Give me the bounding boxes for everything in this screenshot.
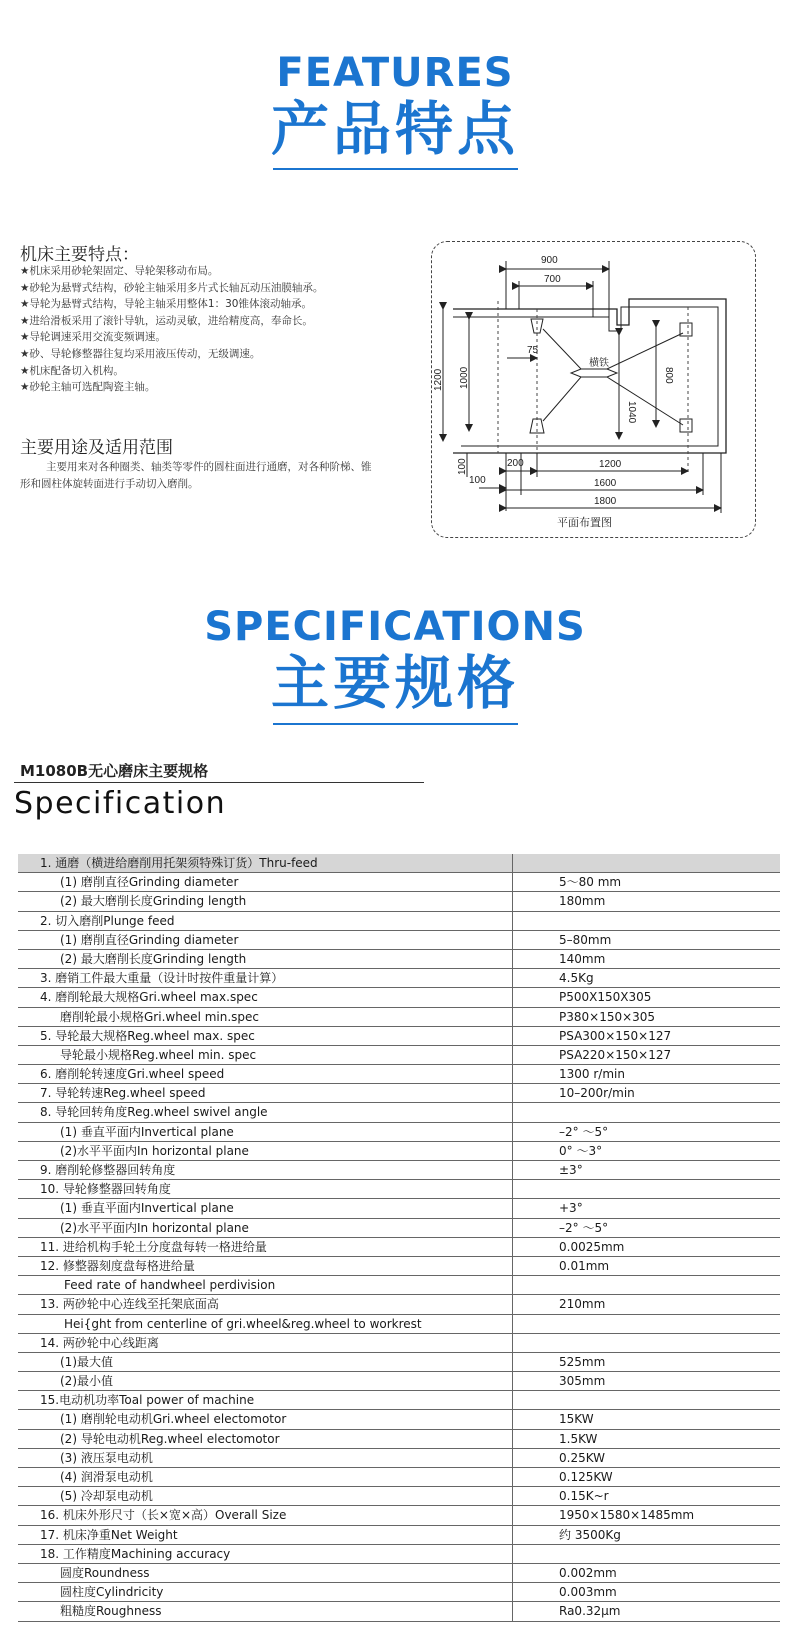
dim-1800: 1800 [594,496,617,507]
spec-label: 5. 导轮最大规格Reg.wheel max. spec [18,1027,513,1045]
spec-value: 0.003mm [559,1585,617,1600]
table-row [18,1391,780,1410]
table-row [18,1353,780,1372]
table-row [18,1065,780,1084]
feature-item: ★导轮调速采用交流变频调速。 [20,331,166,344]
spec-value: P380×150×305 [559,1009,656,1024]
spec-label: 7. 导轮转速Reg.wheel speed [18,1084,513,1102]
spec-label: 10. 导轮修整器回转角度 [18,1180,513,1198]
spec-value: 0° ～3° [559,1143,603,1158]
spec-value: 0.0025mm [559,1239,625,1254]
spec-value: PSA300×150×127 [559,1028,672,1043]
specs-heading-cn: 主要规格 [270,649,519,717]
spec-value: 4.5Kg [559,971,594,986]
spec-label: 6. 磨削轮转速度Gri.wheel speed [18,1065,513,1083]
feature-item: ★砂轮主轴可选配陶瓷主轴。 [20,381,156,394]
dim-1040: 1040 [626,401,637,424]
spec-value: Ra0.32μm [559,1604,621,1619]
table-row [18,969,780,988]
dim-200: 200 [507,458,524,469]
spec-label: (2) 最大磨削长度Grinding length [18,950,513,968]
specs-underline [273,723,518,725]
model-title: M1080B无心磨床主要规格 [20,762,209,780]
table-row [18,1161,780,1180]
dim-100-vertical: 100 [457,458,468,475]
spec-value: 1.5KW [559,1431,598,1446]
features-heading-cn: 产品特点 [270,95,519,163]
table-row [18,1219,780,1238]
spec-label: 磨削轮最小规格Gri.wheel min.spec [18,1008,513,1026]
spec-value: 140mm [559,951,606,966]
spec-label: 15.电动机功率Toal power of machine [18,1391,513,1409]
table-row [18,1487,780,1506]
spec-label: 12. 修整器刻度盘每格进给量 [18,1257,513,1275]
spec-value: 1300 r/min [559,1067,625,1082]
dim-1200-vertical: 1200 [433,368,444,391]
dim-75: 75 [527,345,539,356]
table-row [18,1027,780,1046]
spec-label: 16. 机床外形尺寸（长×宽×高）Overall Size [18,1506,513,1524]
specs-heading-en: SPECIFICATIONS [204,604,586,650]
spec-label: 3. 磨销工件最大重量（设计时按件重量计算） [18,969,513,987]
table-row [18,1602,780,1621]
feature-item: ★机床配备切入机构。 [20,364,124,377]
spec-value [513,1334,780,1352]
spec-value: 1950×1580×1485mm [559,1508,695,1523]
spec-label: (1) 磨削轮电动机Gri.wheel electomotor [18,1410,513,1428]
spec-label: 13. 两砂轮中心连线至托架底面高 [18,1295,513,1313]
table-row [18,931,780,950]
spec-label: (3) 液压泵电动机 [18,1449,513,1467]
spec-value: 0.125KW [559,1470,613,1484]
table-row [18,950,780,969]
spec-label: (1) 磨削直径Grinding diameter [18,931,513,949]
table-row [18,1257,780,1276]
features-heading-en: FEATURES [276,50,514,96]
dim-700: 700 [544,274,561,285]
feature-item: ★导轮为悬臂式结构，导轮主轴采用整体1：30锥体滚动轴承。 [20,298,312,311]
usage-text: 主要用来对各种圈类、轴类等零件的圆柱面进行通磨，对各种阶梯、锥形和圆柱体旋转面进行手动切入磨削。 [20,461,372,490]
spec-label: 8. 导轮回转角度Reg.wheel swivel angle [18,1103,513,1121]
model-title-rule [14,782,424,783]
machine-features-title: 机床主要特点： [20,245,139,265]
spec-value: 525mm [559,1354,606,1369]
features-underline [273,168,518,170]
table-row [18,1410,780,1429]
machine-features-list [20,263,400,396]
label-cross-beam: 横铁 [589,358,609,369]
table-row [18,1276,780,1295]
spec-value: 0.002mm [559,1565,617,1580]
table-row [18,1564,780,1583]
specification-heading: Specification [14,786,227,821]
spec-label: 导轮最小规格Reg.wheel min. spec [18,1046,513,1064]
spec-label: 17. 机床净重Net Weight [18,1526,513,1544]
dim-900: 900 [541,255,558,266]
table-row [18,892,780,911]
table-row [18,1430,780,1449]
feature-item: ★砂、导轮修整器往复均采用液压传动，无级调速。 [20,347,261,360]
specs-header [0,604,790,716]
spec-label: 4. 磨削轮最大规格Gri.wheel max.spec [18,988,513,1006]
spec-label: (2) 导轮电动机Reg.wheel electomotor [18,1430,513,1448]
spec-value: 约 3500Kg [559,1527,621,1542]
spec-label: (2)最小值 [18,1372,513,1390]
spec-label: (2) 最大磨削长度Grinding length [18,892,513,910]
spec-value: 10–200r/min [559,1086,635,1101]
spec-label: Hei{ght from centerline of gri.wheel&reg.wheel to workrest [18,1315,513,1333]
spec-value [513,854,780,872]
table-row [18,873,780,892]
table-row [18,1506,780,1525]
table-row [18,1295,780,1314]
spec-label: 2. 切入磨削Plunge feed [18,912,513,930]
spec-value: ±3° [559,1163,583,1177]
spec-label: (1) 磨削直径Grinding diameter [18,873,513,891]
spec-value [513,912,780,930]
spec-label: 圆柱度Cylindricity [18,1583,513,1601]
spec-label: 9. 磨削轮修整器回转角度 [18,1161,513,1179]
spec-value: 305mm [559,1374,606,1389]
table-row [18,1142,780,1161]
table-row [18,1468,780,1487]
table-row [18,1084,780,1103]
features-header [0,50,790,162]
table-row [18,1238,780,1257]
spec-value: 0.01mm [559,1258,610,1273]
table-row [18,912,780,931]
feature-item: ★砂轮为悬臂式结构，砂轮主轴采用多片式长轴瓦动压油膜轴承。 [20,281,324,294]
spec-label: (4) 润滑泵电动机 [18,1468,513,1486]
spec-label: 圆度Roundness [18,1564,513,1582]
dim-1200-horizontal: 1200 [599,459,622,470]
spec-value: 15KW [559,1412,594,1427]
spec-label: (2)水平平面内In horizontal plane [18,1142,513,1160]
table-row [18,988,780,1007]
spec-value [513,1103,780,1121]
dim-800: 800 [663,367,674,384]
spec-label: 粗糙度Roughness [18,1602,513,1620]
spec-value: 180mm [559,894,606,909]
table-row [18,1046,780,1065]
spec-value: –2° ～5° [559,1124,609,1139]
layout-diagram [431,241,761,541]
spec-value: 5–80mm [559,932,612,947]
table-row [18,1372,780,1391]
table-row [18,854,780,873]
spec-value [513,1545,780,1563]
table-row [18,1449,780,1468]
spec-value: 210mm [559,1297,606,1312]
machine-outline [453,299,726,453]
spec-value: P500X150X305 [559,990,652,1005]
spec-value [513,1391,780,1409]
spec-table [18,854,780,1622]
table-row [18,1315,780,1334]
spec-value [513,1315,780,1333]
table-row [18,1103,780,1122]
spec-label: (2)水平平面内In horizontal plane [18,1219,513,1237]
spec-label: (1)最大值 [18,1353,513,1371]
spec-value: 5～80 mm [559,875,622,890]
feature-item: ★机床采用砂轮架固定、导轮架移动布局。 [20,265,219,277]
dim-100-horizontal: 100 [469,475,486,486]
table-row [18,1334,780,1353]
spec-value: +3° [559,1201,583,1216]
table-row [18,1583,780,1602]
table-row [18,1008,780,1027]
spec-value: 0.15K~r [559,1489,609,1504]
spec-value [513,1180,780,1198]
table-row [18,1526,780,1545]
spec-label: 14. 两砂轮中心线距离 [18,1334,513,1352]
spec-value: 0.25KW [559,1450,606,1465]
table-row [18,1199,780,1218]
spec-label: (5) 冷却泵电动机 [18,1487,513,1505]
dim-1600: 1600 [594,478,617,489]
spec-value: –2° ～5° [559,1220,609,1235]
spec-label: 1. 通磨（横进给磨削用托架须特殊订货）Thru-feed [18,854,513,872]
spec-value [513,1276,780,1294]
feature-item: ★进给滑板采用了滚针导轨，运动灵敏，进给精度高，奉命长。 [20,314,313,327]
dim-1000: 1000 [459,366,470,389]
spec-label: 18. 工作精度Machining accuracy [18,1545,513,1563]
spec-label: (1) 垂直平面内Invertical plane [18,1123,513,1141]
usage-title: 主要用途及适用范围 [20,438,173,458]
spec-label: Feed rate of handwheel perdivision [18,1276,513,1294]
layout-caption: 平面布置图 [557,517,612,529]
table-row [18,1123,780,1142]
table-row [18,1545,780,1564]
spec-label: 11. 进给机构手轮土分度盘每转一格进给量 [18,1238,513,1256]
spec-label: (1) 垂直平面内Invertical plane [18,1199,513,1217]
spec-value: PSA220×150×127 [559,1047,672,1062]
table-row [18,1180,780,1199]
